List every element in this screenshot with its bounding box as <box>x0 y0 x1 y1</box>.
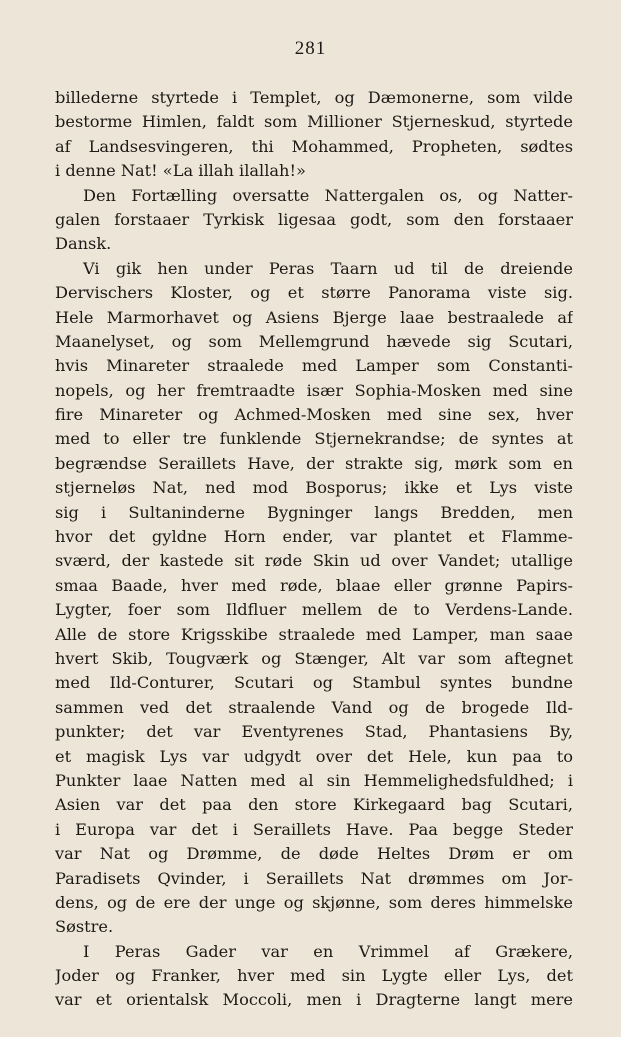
text-line: hvert Skib, Tougværk og Stænger, Alt var som aftegnet <box>55 648 573 668</box>
text-line: af Landsesvingeren, thi Mohammed, Propheten, sødtes <box>55 136 573 156</box>
body-text <box>55 86 573 1013</box>
text-line: stjerneløs Nat, ned mod Bosporus; ikke et Lys viste <box>55 478 573 498</box>
text-line: i Europa var det i Seraillets Have. Paa begge Steder <box>55 819 573 839</box>
text-line: Den Fortælling oversatte Nattergalen os, og Natter- <box>83 185 573 205</box>
text-line: fire Minareter og Achmed-Mosken med sine sex, hver <box>55 405 573 425</box>
text-line: i denne Nat! «La illah ilallah!» <box>55 161 306 181</box>
text-line: et magisk Lys var udgydt over det Hele, kun paa to <box>55 746 573 766</box>
text-line: sammen ved det straalende Vand og de brogede Ild- <box>55 697 573 717</box>
text-line: Alle de store Krigsskibe straalede med Lamper, man saae <box>55 624 573 644</box>
text-line: punkter; det var Eventyrenes Stad, Phantasiens By, <box>55 722 573 742</box>
text-line: Asien var det paa den store Kirkegaard bag Scutari, <box>55 795 573 815</box>
text-line: galen forstaaer Tyrkisk ligesaa godt, som den forstaaer <box>55 209 573 229</box>
text-line: var et orientalsk Moccoli, men i Dragterne langt mere <box>55 990 573 1010</box>
text-line: var Nat og Drømme, de døde Heltes Drøm er om <box>55 844 573 864</box>
text-line: nopels, og her fremtraadte især Sophia-Mosken med sine <box>55 380 573 400</box>
text-line: sig i Sultaninderne Bygninger langs Bredden, men <box>55 502 573 522</box>
text-line: med to eller tre funklende Stjernekrandse; de syntes at <box>55 429 573 449</box>
text-line: bestorme Himlen, faldt som Millioner Stjerneskud, styrtede <box>55 112 573 132</box>
text-line: dens, og de ere der unge og skjønne, som deres himmelske <box>55 892 573 912</box>
text-line: Søstre. <box>55 917 114 937</box>
text-line: Paradisets Qvinder, i Seraillets Nat drømmes om Jor- <box>55 868 573 888</box>
text-line: Vi gik hen under Peras Taarn ud til de dreiende <box>83 258 573 278</box>
text-line: Maanelyset, og som Mellemgrund hævede sig Scutari, <box>55 331 573 351</box>
text-line: Hele Marmorhavet og Asiens Bjerge laae bestraalede af <box>55 307 573 327</box>
page-number: 281 <box>294 38 327 59</box>
text-line: sværd, der kastede sit røde Skin ud over Vandet; utallige <box>55 551 573 571</box>
text-line: I Peras Gader var en Vrimmel af Grækere, <box>83 941 573 961</box>
text-line: hvis Minareter straalede med Lamper som Constanti- <box>55 356 573 376</box>
text-line: hvor det gyldne Horn ender, var plantet et Flamme- <box>55 527 573 547</box>
text-line: Dervischers Kloster, og et større Panorama viste sig. <box>55 283 573 303</box>
text-line: Joder og Franker, hver med sin Lygte eller Lys, det <box>55 966 573 986</box>
text-line: billederne styrtede i Templet, og Dæmonerne, som vilde <box>55 88 573 107</box>
text-line: med Ild-Conturer, Scutari og Stambul syntes bundne <box>55 673 573 693</box>
text-line: Punkter laae Natten med al sin Hemmelighedsfuldhed; i <box>55 770 573 790</box>
text-line: smaa Baade, hver med røde, blaae eller grønne Papirs- <box>55 575 573 595</box>
text-line: Dansk. <box>55 234 112 254</box>
text-line: begrændse Seraillets Have, der strakte sig, mørk som en <box>55 453 573 473</box>
text-line: Lygter, foer som Ildfluer mellem de to Verdens-Lande. <box>55 600 573 620</box>
